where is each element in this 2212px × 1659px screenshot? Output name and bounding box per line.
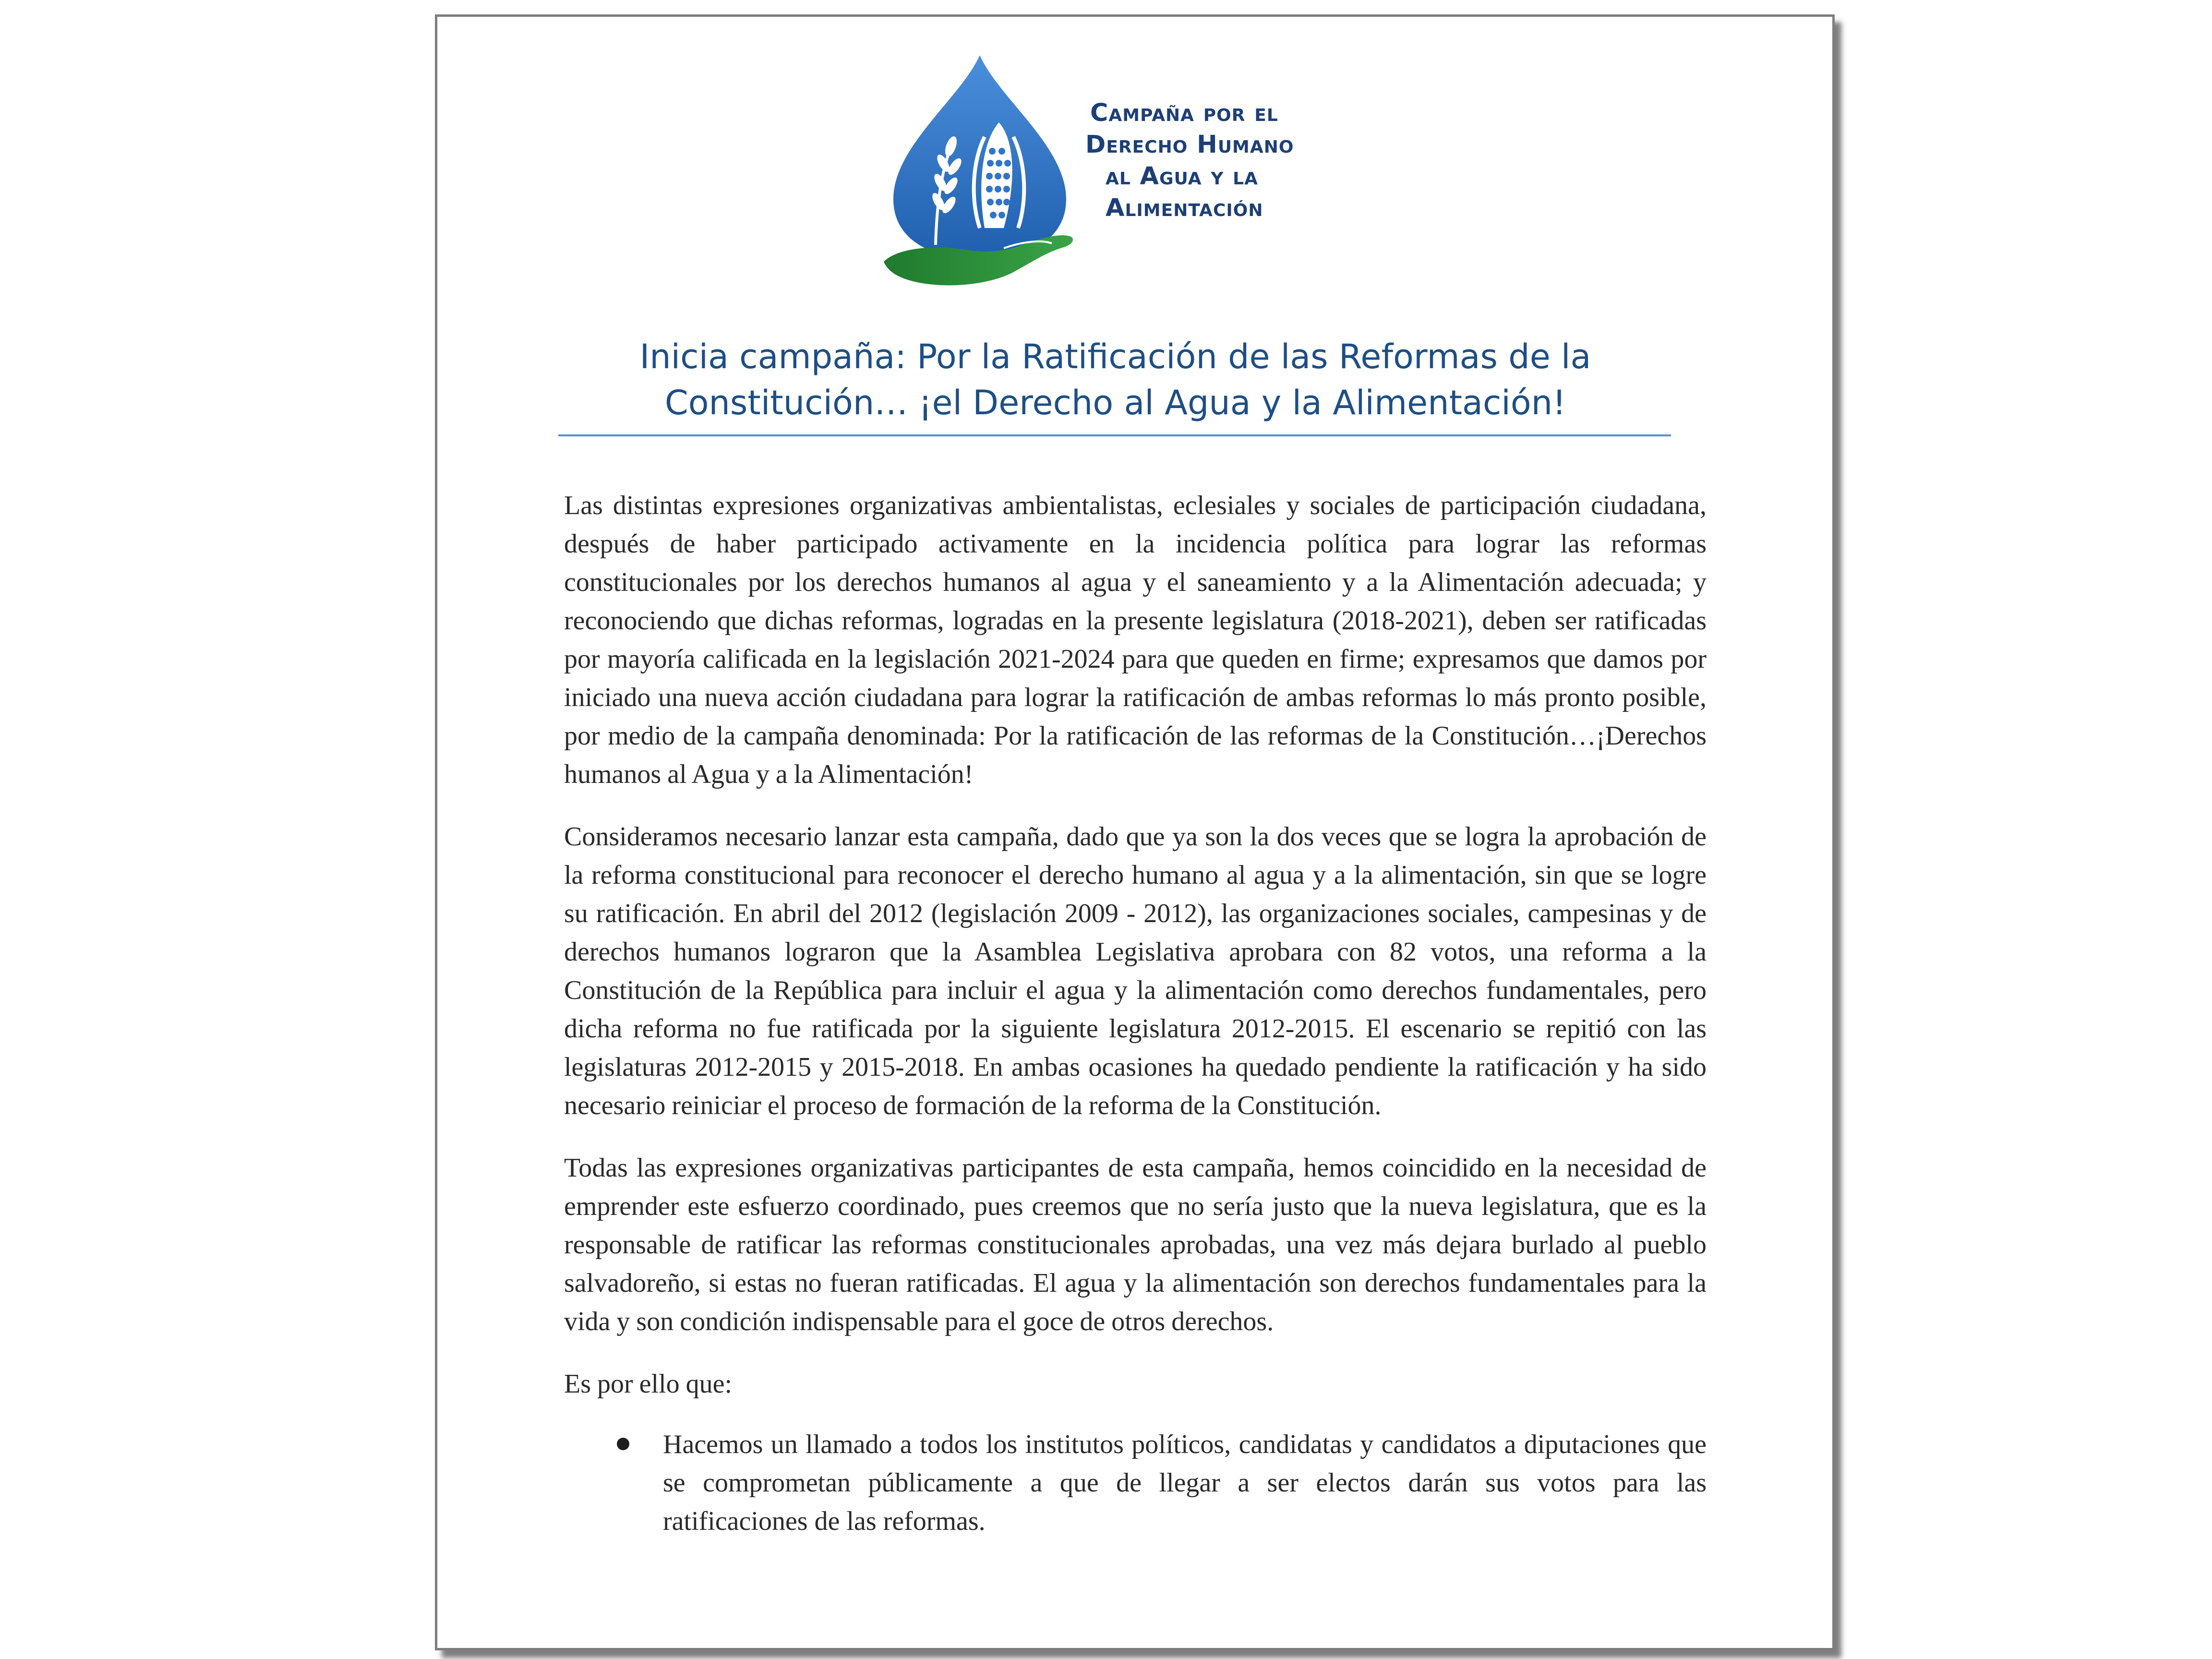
logo-line: Campaña por el <box>1090 99 1278 127</box>
logo-wordmark <box>1085 97 1383 224</box>
logo-line: Alimentación <box>1106 194 1263 222</box>
document-body <box>564 486 1707 1540</box>
title-line-1: Inicia campaña: Por la Ratificación de las Reformas de la <box>639 337 1591 376</box>
paragraph-2: Consideramos necesario lanzar esta campaña, dado que ya son la dos veces que se logra la aprobación de la reforma constitucional para reconocer el derecho humano al agua y a la alimentación, sin que se logre su ratificación. En abril del 2012 (legislación 2009 - 2012), las organizaciones sociales, campesinas y de derechos humanos lograron que la Asamblea Legislativa aprobara con 82 votos, una reforma a la Constitución de la República para incluir el agua y la alimentación como derechos fundamentales, pero dicha reforma no fue ratificada por la siguiente legislatura 2012-2015. El escenario se repitió con las legislaturas 2012-2015 y 2015-2018. En ambas ocasiones ha quedado pendiente la ratificación y ha sido necesario reiniciar el proceso de formación de la reforma de la Constitución. <box>564 822 1707 1120</box>
paragraph-3: Todas las expresiones organizativas participantes de esta campaña, hemos coincidido en la necesidad de emprender este esfuerzo coordinado, pues creemos que no sería justo que la nueva legislatura, que es la responsable de ratificar las reformas constitucionales aprobadas, una vez más dejara burlado al pueblo salvadoreño, si estas no fueran ratificadas. El agua y la alimentación son derechos fundamentales para la vida y son condición indispensable para el goce de otros derechos. <box>564 1153 1707 1336</box>
bullet-icon <box>617 1438 629 1450</box>
document-title <box>560 334 1671 426</box>
title-line-2: Constitución… ¡el Derecho al Agua y la Alimentación! <box>664 383 1566 422</box>
paragraph-1: Las distintas expresiones organizativas ambientalistas, eclesiales y sociales de participación ciudadana, después de haber participado activamente en la incidencia política para lograr las reformas constitucionales por los derechos humanos al agua y el saneamiento y a la Alimentación adecuada; y reconociendo que dichas reformas, logradas en la presente legislatura (2018-2021), deben ser ratificadas por mayoría calificada en la legislación 2021-2024 para que queden en firme; expresamos que damos por iniciado una nueva acción ciudadana para lograr la ratificación de ambas reformas lo más pronto posible, por medio de la campaña denominada: Por la ratificación de las reformas de la Constitución…¡Derechos humanos al Agua y a la Alimentación! <box>564 491 1707 789</box>
campaign-logo <box>879 55 1364 295</box>
water-drop-hand-icon <box>879 55 1081 295</box>
bullet-text: Hacemos un llamado a todos los institutos políticos, candidatas y candidatos a diputaciones que se comprometan públicamente a que de llegar a ser electos darán sus votos para las ratificaciones de las reformas. <box>663 1430 1707 1536</box>
document-page <box>435 14 1835 1650</box>
bullet-item <box>564 1425 1707 1540</box>
logo-line: Derecho Humano <box>1085 131 1294 159</box>
title-underline <box>558 434 1671 436</box>
logo-line: al Agua y la <box>1106 162 1258 191</box>
paragraph-4: Es por ello que: <box>564 1369 733 1399</box>
